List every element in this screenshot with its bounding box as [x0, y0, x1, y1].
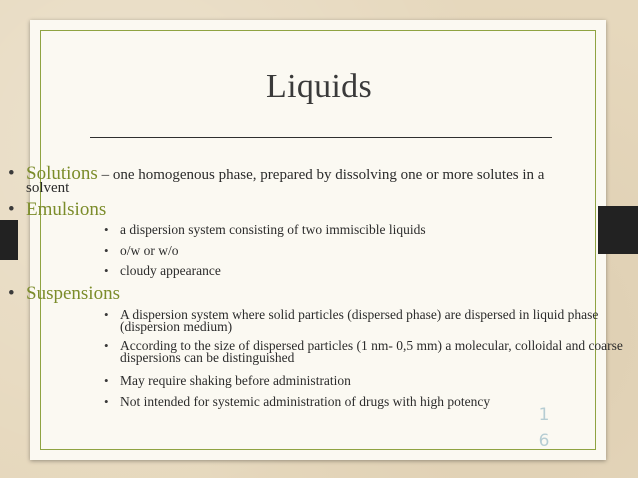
sub-bullet-dot: • — [104, 373, 109, 388]
solutions-continuation: solvent — [26, 180, 70, 196]
sub-bullet-dot: • — [104, 263, 109, 278]
page-number-digit-2: 6 — [538, 431, 550, 451]
suspensions-label: Suspensions — [26, 283, 120, 304]
page-number — [536, 402, 552, 454]
page-number-digit-1: 1 — [538, 405, 550, 425]
emulsions-item — [104, 224, 624, 236]
slide-title: Liquids — [266, 68, 372, 105]
sub-bullet-dot: • — [104, 222, 109, 237]
solutions-label: Solutions — [26, 163, 98, 184]
suspensions-item-text: Not intended for systemic administration of drugs with high potency — [120, 394, 491, 409]
suspensions-item — [104, 375, 624, 387]
emulsions-item — [104, 245, 624, 257]
emulsions-item — [104, 265, 624, 277]
emulsions-item-text: a dispersion system consisting of two immiscible liquids — [120, 222, 426, 237]
solutions-description: – one homogenous phase, prepared by dissolving one or more solutes in a — [97, 167, 545, 183]
sub-bullet-dot: • — [104, 307, 109, 322]
bullet-dot: • — [8, 283, 15, 304]
bullet-dot: • — [8, 199, 15, 220]
suspensions-item-text: According to the size of dispersed particles (1 nm- 0,5 mm) a molecular, colloidal and coarse dispersions can be distinguished — [120, 338, 623, 365]
suspensions-item — [104, 340, 624, 364]
solutions-continuation-line — [8, 180, 608, 197]
suspensions-item-text: May require shaking before administration — [120, 373, 351, 388]
bullet-emulsions — [8, 201, 608, 218]
sub-bullet-dot: • — [104, 338, 109, 353]
sub-bullet-dot: • — [104, 394, 109, 409]
suspensions-item — [104, 309, 624, 333]
bullet-suspensions — [8, 285, 608, 302]
title-underline — [90, 137, 552, 138]
emulsions-item-text: cloudy appearance — [120, 263, 221, 278]
bullet-dot: • — [8, 163, 15, 184]
suspensions-item-text: A dispersion system where solid particles (dispersed phase) are dispersed in liquid phase (dispersion medium) — [120, 307, 599, 334]
emulsions-item-text: o/w or w/o — [120, 243, 179, 258]
emulsions-label: Emulsions — [26, 199, 107, 220]
sub-bullet-dot: • — [104, 243, 109, 258]
